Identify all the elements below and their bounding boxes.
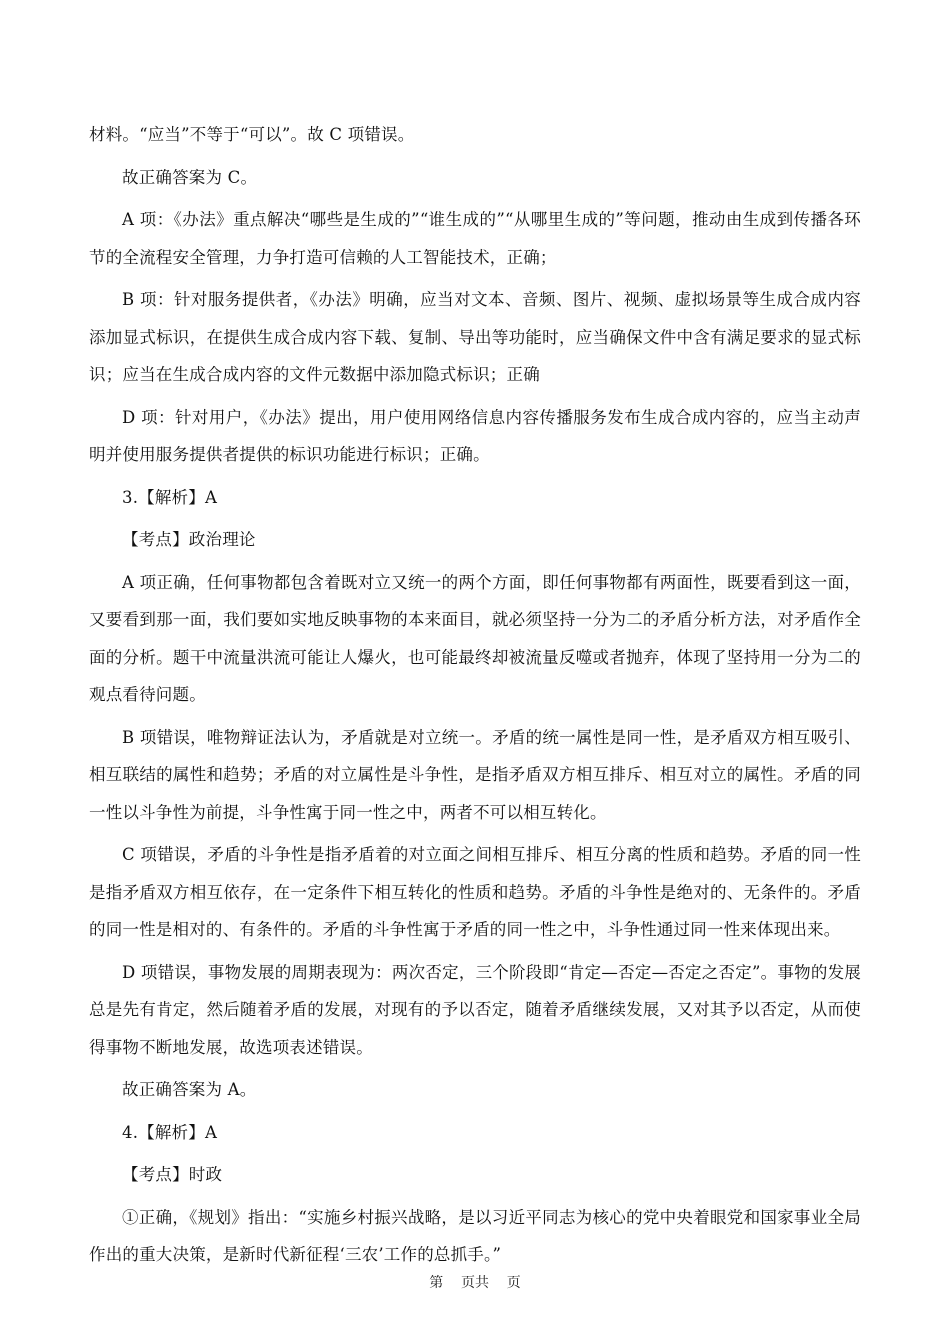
question-4-topic: 【考点】时政 <box>122 1165 223 1184</box>
q3-option-a: A 项正确，任何事物都包含着既对立又统一的两个方面，即任何事物都有两面性，既要看到这一面，又要看到那一面，我们要如实地反映事物的本来面目，就必须坚持一分为二的矛盾分析方法，对矛盾作全面的分析。题干中流量洪流可能让人爆火，也可能最终却被流量反噬或者抛弃，体现了坚持用一分为二的观点看待问题。 <box>89 572 861 704</box>
q3-option-c: C 项错误，矛盾的斗争性是指矛盾着的对立面之间相互排斥、相互分离的性质和趋势。矛盾的同一性是指矛盾双方相互依存，在一定条件下相互转化的性质和趋势。矛盾的斗争性是绝对的、无条件的。矛盾的同一性是相对的、有条件的。矛盾的斗争性寓于矛盾的同一性之中，斗争性通过同一性来体现出来。 <box>89 845 861 939</box>
paragraph-c-conclusion: 材料。“应当”不等于“可以”。故 C 项错误。 <box>89 125 415 144</box>
question-3-topic: 【考点】政治理论 <box>122 530 256 549</box>
q3-option-b: B 项错误，唯物辩证法认为，矛盾就是对立统一。矛盾的统一属性是同一性，是矛盾双方相互吸引、相互联结的属性和趋势；矛盾的对立属性是斗争性，是指矛盾双方相互排斥、相互对立的属性。矛盾的同一性以斗争性为前提，斗争性寓于同一性之中，两者不可以相互转化。 <box>89 727 861 822</box>
question-3-heading: 3.【解析】A <box>122 487 218 507</box>
question-4-heading: 4.【解析】A <box>122 1122 218 1142</box>
q3-option-d: D 项错误，事物发展的周期表现为：两次否定，三个阶段即“肯定—否定—否定之否定”。事物的发展总是先有肯定，然后随着矛盾的发展，对现有的予以否定，随着矛盾继续发展，又对其予以否定，从而使得事物不断地发展，故选项表述错误。 <box>89 962 861 1057</box>
document-body <box>89 116 861 1279</box>
answer-line-q3: 故正确答案为 A。 <box>122 1080 257 1099</box>
paragraph-option-a: A 项：《办法》重点解决“哪些是生成的”“谁生成的”“从哪里生成的”等问题，推动由生成到传播各环节的全流程安全管理，力争打造可信赖的人工智能技术，正确； <box>89 210 861 267</box>
paragraph-option-d: D 项：针对用户，《办法》提出，用户使用网络信息内容传播服务发布生成合成内容的，应当主动声明并使用服务提供者提供的标识功能进行标识；正确。 <box>89 407 861 464</box>
page-footer: 第 页共 页 <box>429 1275 521 1291</box>
q4-item-1: ①正确，《规划》指出：“实施乡村振兴战略，是以习近平同志为核心的党中央着眼党和国家事业全局作出的重大决策，是新时代新征程‘三农’工作的总抓手。” <box>89 1207 861 1264</box>
answer-line-q2: 故正确答案为 C。 <box>122 167 258 187</box>
paragraph-option-b: B 项：针对服务提供者，《办法》明确，应当对文本、音频、图片、视频、虚拟场景等生成合成内容添加显式标识，在提供生成合成内容下载、复制、导出等功能时，应当确保文件中含有满足要求的显式标识；应当在生成合成内容的文件元数据中添加隐式标识；正确 <box>89 290 861 384</box>
